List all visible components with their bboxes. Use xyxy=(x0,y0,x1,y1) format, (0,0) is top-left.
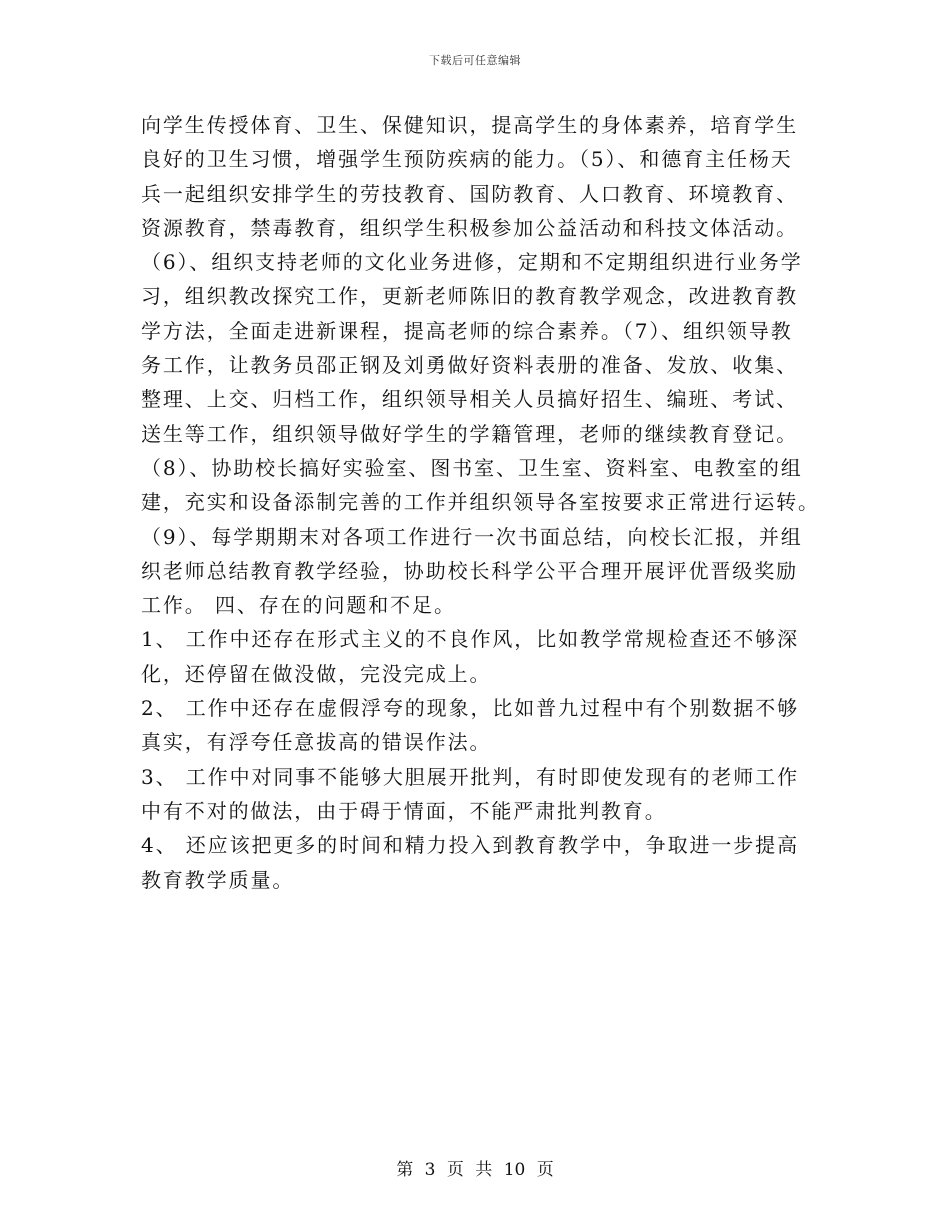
text-line: 工作。 四、存在的问题和不足。 xyxy=(141,593,456,618)
document-body xyxy=(141,108,820,897)
list-item-3: 3、 工作中对同事不能够大胆展开批判，有时即使发现有的老师工作 xyxy=(141,764,799,789)
text-line: 中有不对的做法，由于碍于情面，不能严肃批判教育。 xyxy=(141,798,667,823)
text-line: 真实，有浮夸任意拔高的错误作法。 xyxy=(141,730,492,755)
text-line: （8）、协助校长搞好实验室、图书室、卫生室、资料室、电教室的组 xyxy=(141,455,803,480)
text-line: 向学生传授体育、卫生、保健知识，提高学生的身体素养，培育学生 xyxy=(141,113,798,137)
text-line: 良好的卫生习惯，增强学生预防疾病的能力。（5）、和德育主任杨天 xyxy=(141,147,793,172)
list-item-4: 4、 还应该把更多的时间和精力投入到教育教学中，争取进一步提高 xyxy=(141,833,799,858)
text-line: 学方法，全面走进新课程，提高老师的综合素养。（7）、组织领导教 xyxy=(141,318,793,343)
text-line: 兵一起组织安排学生的劳技教育、国防教育、人口教育、环境教育、 xyxy=(141,181,798,206)
text-line: 教育教学质量。 xyxy=(141,867,295,892)
text-line: 务工作，让教务员邵正钢及刘勇做好资料表册的准备、发放、收集、 xyxy=(141,353,798,378)
text-line: 建，充实和设备添制完善的工作并组织领导各室按要求正常进行运转。 xyxy=(141,490,820,515)
text-line: 资源教育，禁毒教育，组织学生积极参加公益活动和科技文体活动。 xyxy=(141,215,798,240)
text-line: 化，还停留在做没做，完没完成上。 xyxy=(141,661,492,686)
text-line: 整理、上交、归档工作，组织领导相关人员搞好招生、编班、考试、 xyxy=(141,387,798,412)
list-item-1: 1、 工作中还存在形式主义的不良作风，比如教学常规检查还不够深 xyxy=(141,627,799,652)
text-line: 送生等工作，组织领导做好学生的学籍管理，老师的继续教育登记。 xyxy=(141,421,798,446)
page-number: 第 3 页 共 10 页 xyxy=(396,1160,554,1180)
text-line: （6）、组织支持老师的文化业务进修，定期和不定期组织进行业务学 xyxy=(141,250,803,275)
list-item-2: 2、 工作中还存在虚假浮夸的现象，比如普九过程中有个别数据不够 xyxy=(141,696,799,721)
text-line: 织老师总结教育教学经验，协助校长科学公平合理开展评优晋级奖励 xyxy=(141,558,798,583)
text-line: 习，组织教改探究工作，更新老师陈旧的教育教学观念，改进教育教 xyxy=(141,284,798,309)
page-header: 下载后可任意编辑 xyxy=(429,54,521,67)
text-line: （9）、每学期期末对各项工作进行一次书面总结，向校长汇报，并组 xyxy=(141,524,803,549)
